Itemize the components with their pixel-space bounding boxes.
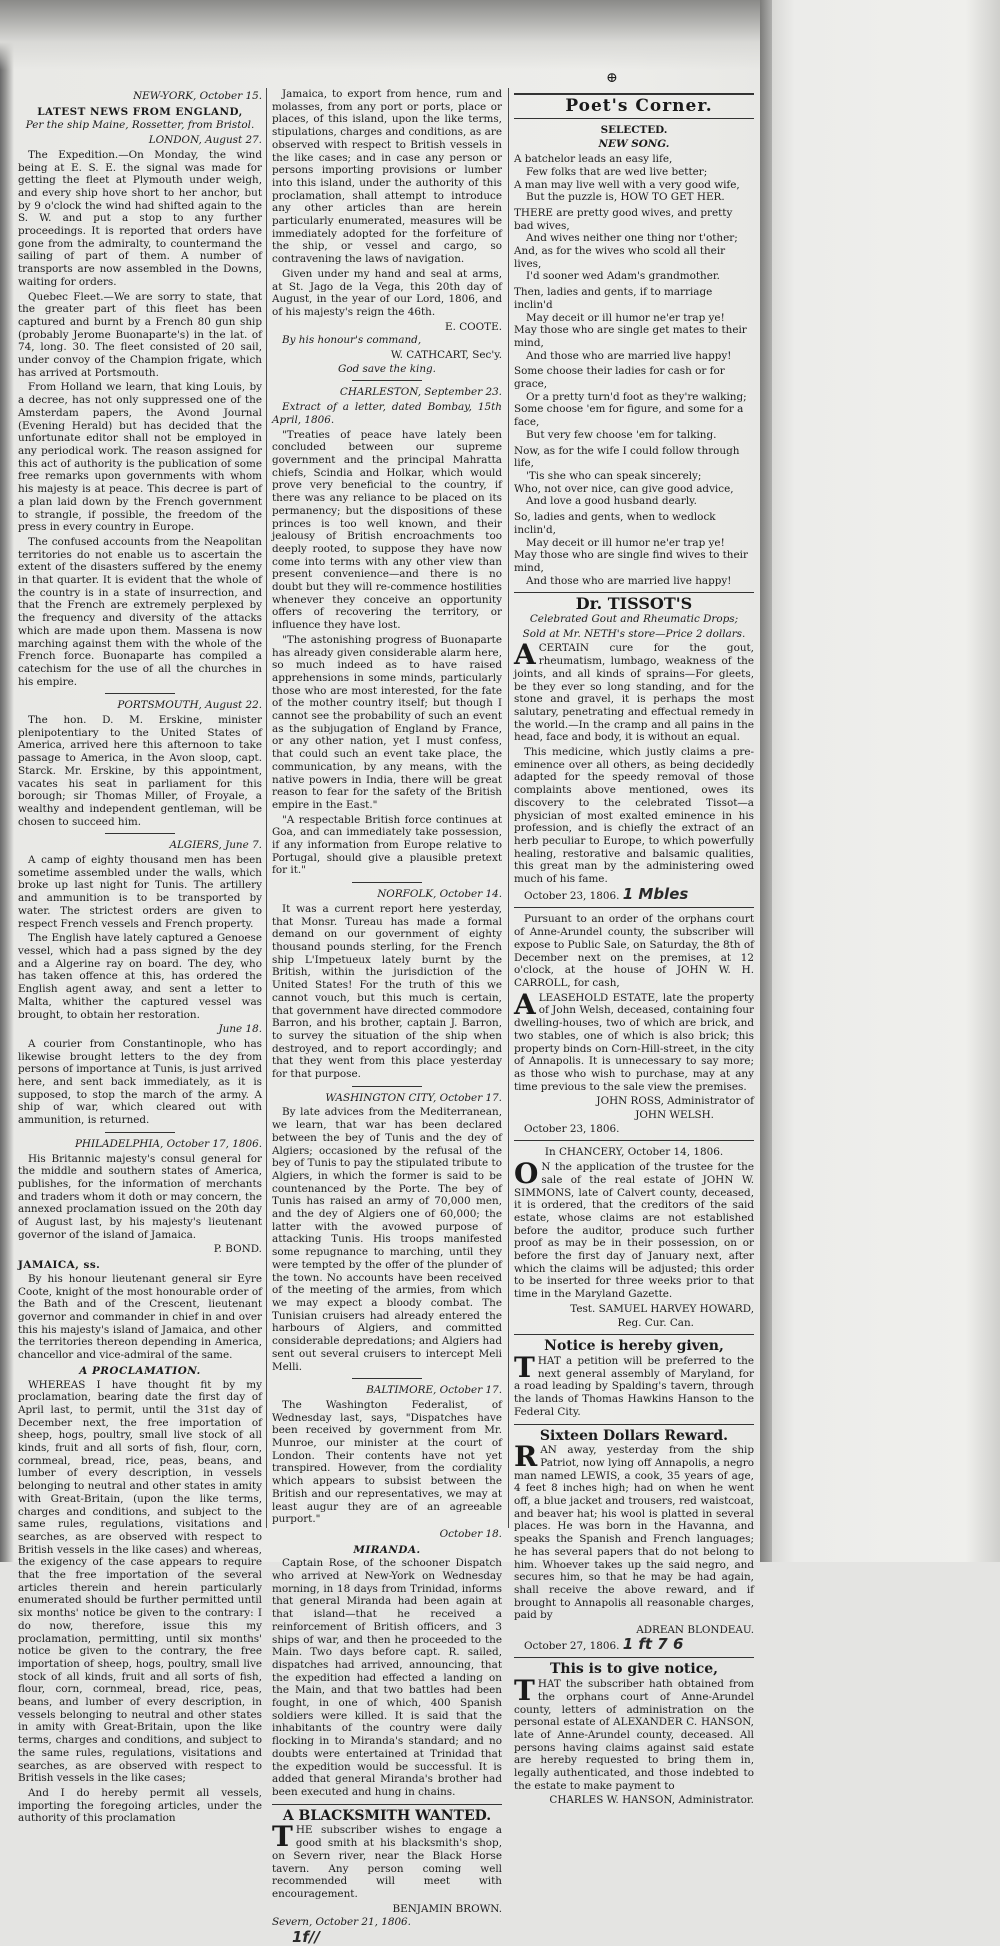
section-label: SELECTED.	[600, 123, 668, 136]
dateline: ALGIERS, June 7.	[169, 839, 262, 852]
handwritten-mark: 1f//	[292, 1928, 320, 1946]
paragraph: This medicine, which justly claims a pre-eminence over all others, as being decidedly adapted for the speedy removal of those complaints above mentioned, owes its discovery to the celebrated Tissot—a physician of most exalted eminence in his profession, and is chiefly the extract of an herb peculiar to Europe, to which powerfully healing, restorative and balsamic qualities, this great man by the administering owed much of his fame.	[514, 746, 754, 886]
divider	[514, 93, 754, 95]
poem-line: A man may live well with a very good wife,	[514, 178, 740, 191]
dateline: October 18.	[439, 1527, 502, 1540]
tissot-body	[514, 638, 754, 744]
paragraph: A courier from Constantinople, who has likewise brought letters to the dey from persons of importance at Tunis, is just arrived here, and sent back immediately, as it is supposed, to stop the march of the army. A ship of war, which cleared out with ammunition, is returned.	[18, 1037, 262, 1127]
poem-title: NEW SONG.	[598, 138, 670, 151]
paragraph: Jamaica, to export from hence, rum and molasses, from any port or ports, place or places, of this island, upon the like terms, stipulations, charges and conditions, as are observed with respect to British vessels in the like cases; and in case any person or persons importing provisions or lumber into this island, under the authority of this proclamation, shall attempt to introduce any other articles than are herein particularly enumerated, measures will be immediately adopted for the forfeiture of the ship, or vessel and cargo, so contravening the laws of navigation.	[272, 88, 502, 266]
poem-line: And those who are married live happy!	[526, 349, 732, 362]
paragraph: WHEREAS I have thought fit by my proclamation, bearing date the first day of April last, to permit, until the 31st day of December next, the free importation of sheep, hogs, poultry, small live stock of all kinds, fruit and all sorts of fish, flour, corn, cornmeal, bread, rice, peas, beans, and lumber of every description, in vessels belonging to neutral and other states in amity with Great-Britain, (upon the like terms, charges and conditions, and subject to the same rules, regulations, visitations and searches, as are observed with respect to British vessels in the like cases) and whereas, the exigency of the case appears to require that the free importation of the several articles therein and herein particularly enumerated should be further permitted until six months' notice be given to the contrary: I do now, therefore, issue this my proclamation, permitting, until six months' notice be given to the contrary, the free importation of sheep, hogs, poultry, small live stock of all kinds, fruit and all sorts of fish, flour, corn, cornmeal, bread, rice, peas, beans, and lumber of every description, in vessels belonging to neutral and other states in amity with Great-Britain, upon the like terms, charges and conditions, and subject to the same rules, regulations, visitations and searches, as are observed with respect to British vessels in the like cases;	[18, 1378, 262, 1785]
chancery-body	[514, 1157, 754, 1301]
dateline: LONDON, August 27.	[148, 134, 262, 147]
reward-body	[514, 1440, 754, 1622]
divider	[514, 1657, 754, 1658]
paragraph: By his honour lieutenant general sir Eyre Coote, knight of the most honourable order of the Bath and of the Crescent, lieutenant governor and commander in chief in and over this his majesty's island of Jamaica, and other the territories thereon depending in America, chancellor and vice-admiral of the same.	[18, 1272, 262, 1362]
tissot-price: Sold at Mr. NETH's store—Price 2 dollars.	[522, 627, 746, 640]
poets-corner-title: Poet's Corner.	[565, 96, 713, 116]
signature: Test. SAMUEL HARVEY HOWARD,	[570, 1302, 754, 1315]
give-notice-text: HAT the subscriber hath obtained from the orphans court of Anne-Arundel county, letters of administration on the personal estate of ALEXANDER C. HANSON, late of Anne-Arundel county, deceased. All persons having claims against said estate are hereby requested to bring them in, legally authenticated, and those indebted to the estate to make payment to	[514, 1678, 754, 1792]
tissot-text: CERTAIN cure for the gout, rheumatism, lumbago, weakness of the joints, and all kinds of sprains—For gleets, be they ever so long standing, and for the stone and gravel, it is perhaps the most salutary, penetrating and effectual remedy in the world.—In the cramp and all pains in the head, face and body, it is without an equal.	[514, 642, 754, 744]
divider	[514, 118, 754, 119]
paragraph: The hon. D. M. Erskine, minister plenipotentiary to the United States of America, arrived here this afternoon to take passage to America, in the Avon sloop, capt. Starck. Mr. Erskine, by this appointment, vacates his seat in parliament for this borough; sir Thomas Miller, of Froyale, a wealthy and independent gentleman, will be chosen to succeed him.	[18, 714, 262, 828]
reward-text: AN away, yesterday from the ship Patriot, now lying off Annapolis, a negro man named LEWIS, a cook, 35 years of age, 4 feet 8 inches high; had on when he went off, a blue jacket and trousers, red waistcoat, and beaver hat; his wool is platted in several places. He was born in the Havanna, and speaks the Spanish and French languages; he has several papers that do not belong to him. Whoever takes up the said negro, and secures him, so that he may be had again, shall receive the above reward, and if brought to Annapolis all reasonable charges, paid by	[514, 1444, 754, 1622]
poem-line: Or a pretty turn'd foot as they're walking;	[526, 390, 747, 403]
ad-text: HE subscriber wishes to engage a good smith at his blacksmith's shop, on Severn river, near the Black Horse tavern. Any person coming well recommended will meet with encouragement.	[272, 1824, 502, 1900]
dateline: June 18.	[218, 1023, 262, 1036]
blank-margin	[772, 0, 1000, 1562]
dateline: NORFOLK, October 14.	[377, 888, 502, 901]
drop-cap: A	[514, 638, 536, 672]
divider	[514, 1424, 754, 1425]
paragraph: Quebec Fleet.—We are sorry to state, that the greater part of this fleet has been captured and burnt by a French 80 gun ship (probably Jerome Buonaparte's) in the lat. of 74, long. 30. The fleet consisted of 20 sail, under convoy of the Champion frigate, which has arrived at Portsmouth.	[18, 290, 262, 379]
poem-line: And, as for the wives who scold all their lives,	[514, 245, 726, 270]
column-3	[514, 88, 754, 1808]
notice-body	[514, 1350, 754, 1419]
divider	[105, 693, 175, 694]
paragraph: Given under my hand and seal at arms, at St. Jago de la Vega, this 20th day of August, in the year of our Lord, 1806, and of his majesty's reign the 46th.	[272, 267, 502, 318]
paragraph: "Treaties of peace have lately been concluded between our supreme government and the principal Mahratta chiefs, Scindia and Holkar, which would prove very beneficial to the country, if there was any reliance to be placed on its permanency; but the dispositions of these princes is too well known, and their jealousy of British encroachments too deeply rooted, to suppose they have now come into terms with any other view than present convenience—and there is no doubt but they will re-commence hostilities whenever they conceive an opportunity offers of recovering the territory, or influence they have lost.	[272, 428, 502, 632]
paragraph: Captain Rose, of the schooner Dispatch who arrived at New-York on Wednesday morning, in 18 days from Trinidad, informs that general Miranda had been again at that island—that he received a reinforcement of British officers, and 3 ships of war, and then he proceeded to the Main. Two days before capt. R. sailed, dispatches had arrived, announcing, that the expedition had effected a landing on the Main, and that two battles had been fought, in one of which, 400 Spanish soldiers were killed. It is said that the inhabitants of the country were daily flocking in to Miranda's standard; and no doubts were entertained at Trinidad that the expedition would be successful. It is added that general Miranda's brother had been executed and hung in chains.	[272, 1557, 502, 1798]
poem-line: But the puzzle is, HOW TO GET HER.	[526, 191, 725, 204]
poem-line: And love a good husband dearly.	[526, 495, 697, 508]
column-1	[18, 88, 262, 1827]
page-marker: ⊕	[606, 70, 618, 86]
poem-line: May those who are single get mates to their mind,	[514, 324, 747, 349]
poem-line: May deceit or ill humor ne'er trap ye!	[526, 536, 725, 549]
dateline: WASHINGTON CITY, October 17.	[325, 1091, 502, 1104]
chancery-text: N the application of the trustee for the sale of the real estate of JOHN W. SIMMONS, late of Calvert county, deceased, it is ordered, that the creditors of the said estate, whose claims are not established before the auditor, produce such further proof as may be in their possession, on or before the first day of January next, after which the claims will be adjusted; this order to be inserted for three weeks prior to that time in the Maryland Gazette.	[514, 1161, 754, 1301]
paragraph: It was a current report here yesterday, that Monsr. Tureau has made a formal demand on our government of eighty thousand pounds sterling, for the French ship L'Impetueux lately burnt by the British, within the jurisdiction of the United States! For the truth of this we cannot vouch, but this much is certain, that government have directed commodore Barron, and his brother, captain J. Barron, to survey the situation of the ship when destroyed, and to report accordingly; and that they went from this place yesterday for that purpose.	[272, 902, 502, 1081]
paragraph: His Britannic majesty's consul general for the middle and southern states of America, publishes, for the information of merchants and traders whom it doth or may concern, the annexed proclamation issued on the 20th day of August last, by his majesty's lieutenant governor of the island of Jamaica.	[18, 1152, 262, 1241]
section-title: MIRANDA.	[353, 1543, 421, 1556]
poem-line: And wives neither one thing nor t'other;	[526, 232, 738, 245]
poem-line: And those who are married live happy!	[526, 574, 732, 587]
drop-cap: T	[514, 1674, 535, 1708]
proclamation-title: A PROCLAMATION.	[79, 1364, 201, 1377]
paragraph: By his honour's command,	[282, 334, 422, 347]
divider	[514, 592, 754, 593]
paragraph: "The astonishing progress of Buonaparte has already given considerable alarm here, so much indeed as to have raised apprehensions in some minds, particularly those who are most interested, for the fate of the mother country itself; but though I cannot see the probability of such an event as the subjugation of England by France, or any other nation, yet I must confess, that could such an event take place, the communication, by any means, with the native powers in India, there will be great reason to fear for the safety of the British empire in the East."	[272, 633, 502, 811]
jurisdiction: JAMAICA, ss.	[18, 1259, 101, 1272]
divider	[352, 1086, 422, 1087]
signature: E. COOTE.	[445, 320, 502, 333]
drop-cap: T	[272, 1820, 293, 1854]
divider	[514, 1140, 754, 1141]
notice-title: Notice is hereby given,	[544, 1338, 724, 1355]
notice-text: HAT a petition will be preferred to the next general assembly of Maryland, for a road leading by Spalding's tavern, through the lands of Thomas Hawkins Hanson to the Federal City.	[514, 1354, 754, 1418]
divider	[352, 882, 422, 883]
drop-cap: R	[514, 1440, 538, 1474]
paragraph: The Washington Federalist, of Wednesday last, says, "Dispatches have been received by government from Mr. Munroe, our minister at the court of London. Their contents have not yet transpired. However, from the cordiality which appears to subsist between the British and our representatives, we may at least augur they are of an agreeable purport."	[272, 1398, 502, 1526]
column-rule-1	[266, 88, 267, 1528]
signature: Reg. Cur. Can.	[617, 1316, 694, 1329]
tissot-title: Dr. TISSOT'S	[575, 594, 693, 614]
poem-line: 'Tis she who can speak sincerely;	[526, 469, 702, 482]
reward-date: October 27, 1806.	[524, 1639, 620, 1652]
paragraph: The English have lately captured a Genoese vessel, which had a pass signed by the dey and a Algerine ray on board. The dey, who has taken offence at this, has ordered the English agent away, and sent a letter to Malta, whither the captured vessel was brought, to obtain her restoration.	[18, 932, 262, 1021]
poem-line: Who, not over nice, can give good advice,	[514, 482, 734, 495]
closing: God save the king.	[338, 362, 436, 375]
subhead: Per the ship Maine, Rossetter, from Bristol.	[25, 119, 255, 132]
give-notice-body	[514, 1674, 754, 1792]
paragraph: "A respectable British force continues at Goa, and can immediately take possession, if any information from Europe relative to Portugal, should give a plausible pretext for it."	[272, 813, 502, 877]
poem-line: I'd sooner wed Adam's grandmother.	[526, 270, 720, 283]
column-rule-2	[508, 88, 509, 1528]
ad-signature: BENJAMIN BROWN.	[392, 1902, 502, 1915]
drop-cap: O	[514, 1157, 539, 1191]
dateline: BALTIMORE, October 17.	[366, 1384, 502, 1397]
signature: ADREAN BLONDEAU.	[636, 1624, 754, 1637]
leasehold-body	[514, 987, 754, 1094]
poem	[514, 153, 754, 587]
paragraph: And I do hereby permit all vessels, importing the foregoing articles, under the authority of this proclamation	[18, 1787, 262, 1825]
poem-line: So, ladies and gents, when to wedlock inclin'd,	[514, 511, 716, 536]
divider	[514, 907, 754, 908]
handwritten-mark: 1 ft 7 6	[622, 1634, 684, 1653]
ad-title: A BLACKSMITH WANTED.	[282, 1807, 492, 1824]
divider	[352, 1378, 422, 1379]
paragraph: Pursuant to an order of the orphans court of Anne-Arundel county, the subscriber will expose to Public Sale, on Saturday, the 8th of December next on the premises, at 12 o'clock, at the house of JOHN W. H. CARROLL, for cash,	[514, 913, 754, 989]
ad-body	[272, 1820, 502, 1900]
date-line	[514, 884, 754, 903]
poem-line: A batchelor leads an easy life,	[514, 153, 673, 166]
dateline: PHILADELPHIA, October 17, 1806.	[74, 1137, 262, 1150]
poem-line: Some choose 'em for figure, and some for a face,	[514, 403, 744, 429]
dateline: NEW-YORK, October 15.	[133, 90, 262, 102]
poem-line: Some choose their ladies for cash or for grace,	[514, 365, 725, 391]
drop-cap: T	[514, 1350, 535, 1384]
poem-line: Few folks that are wed live better;	[526, 165, 708, 178]
tissot-date: October 23, 1806.	[524, 889, 620, 902]
page-fold-shadow	[760, 0, 772, 1562]
paragraph: The Expedition.—On Monday, the wind being at E. S. E. the signal was made for getting the fleet at Plymouth under weigh, and every ship hove short to her anchor, but by 9 o'clock the wind had shifted again to the S. W. and put a stop to any further proceedings. It is reported that orders have gone from the admiralty, to countermand the sailing of part of them. A number of transports are now assembled in the Downs, waiting for orders.	[18, 148, 262, 288]
divider	[105, 1132, 175, 1133]
paragraph: From Holland we learn, that king Louis, by a decree, has not only suppressed one of the Amsterdam papers, the Avond Journal (Evening Herald) but has decided that the unfortunate editor shall not be employed in any periodical work. The reason assigned for this act of authority is the publication of some free remarks upon governments with whom his majesty is at peace. This decree is part of a plan laid down by the French government to strangle, if possible, the freedom of the press in every country in Europe.	[18, 381, 262, 534]
signature: P. BOND.	[213, 1243, 262, 1256]
divider	[272, 1804, 502, 1805]
extract-line: Extract of a letter, dated Bombay, 15th April, 1806.	[272, 401, 502, 426]
date-line: October 23, 1806.	[524, 1122, 620, 1135]
poem-line: May deceit or ill humor ne'er trap ye!	[526, 311, 725, 324]
signature: JOHN ROSS, Administrator of	[596, 1095, 754, 1108]
signature: W. CATHCART, Sec'y.	[390, 349, 502, 362]
divider	[105, 833, 175, 834]
chancery-heading: In CHANCERY, October 14, 1806.	[544, 1146, 724, 1159]
paragraph: By late advices from the Mediterranean, we learn, that war has been declared between the bey of Tunis and the dey of Algiers; occasioned by the refusal of the bey of Tunis to pay the stipulated tribute to Algiers, in which the former is said to be countenanced by the Porte. The bey of Tunis has raised an army of 70,000 men, and the dey of Algiers one of 60,000; the latter with the avowed purpose of attacking Tunis. His troops manifested some repugnance to marching, until they were tempted by the offer of the plunder of the town. No accounts have been received of the meeting of the armies, from which we may expect a bloody combat. The Tunisian cruisers had already entered the harbours of Algiers, and committed considerable depredations; and Algiers had sent out several cruisers to intercept Meli Melli.	[272, 1106, 502, 1373]
divider	[514, 1334, 754, 1335]
paragraph: The confused accounts from the Neapolitan territories do not enable us to ascertain the extent of the disasters suffered by the enemy in that quarter. It is evident that the whole of the country is in a state of insurrection, and that the French are extremely perplexed by the frequency and diversity of the attacks which are made upon them. Massena is now marching against them with the whole of the French force. Buonaparte has compiled a catechism for the use of all the churches in his empire.	[18, 535, 262, 688]
blacksmith-advertisement	[272, 1807, 502, 1946]
divider	[352, 380, 422, 381]
poem-line: Now, as for the wife I could follow through life,	[514, 444, 740, 470]
date-line	[514, 1634, 754, 1653]
leasehold-text: LEASEHOLD ESTATE, late the property of John Welsh, deceased, containing four dwelling-houses, two of which are brick, and two stables, one of which is also brick; this property binds on Corn-Hill-street, in the city of Annapolis. It is unnecessary to say more; as those who wish to purchase, may at any time previous to the sale view the premises.	[514, 991, 754, 1093]
ad-date: Severn, October 21, 1806.	[272, 1916, 411, 1929]
headline: LATEST NEWS FROM ENGLAND,	[37, 105, 243, 118]
signature: CHARLES W. HANSON, Administrator.	[549, 1794, 754, 1807]
dateline: PORTSMOUTH, August 22.	[117, 699, 262, 712]
give-notice-title: This is to give notice,	[549, 1661, 719, 1678]
drop-cap: A	[514, 987, 536, 1021]
reward-title: Sixteen Dollars Reward.	[539, 1427, 729, 1444]
poem-line: May those who are single find wives to their mind,	[514, 549, 748, 574]
tissot-subtitle: Celebrated Gout and Rheumatic Drops;	[529, 613, 739, 626]
poem-line: Then, ladies and gents, if to marriage inclin'd	[514, 286, 713, 311]
poem-line: THERE are pretty good wives, and pretty bad wives,	[514, 206, 733, 232]
column-2	[272, 88, 502, 1946]
handwritten-mark: 1 Mbles	[622, 884, 689, 903]
signature: JOHN WELSH.	[635, 1109, 714, 1122]
paragraph: A camp of eighty thousand men has been sometime assembled under the walls, which broke up last night for Tunis. The artillery and ammunition is to be transported by water. The strictest orders are given to respect French vessels and French property.	[18, 854, 262, 930]
poem-line: But very few choose 'em for talking.	[526, 428, 717, 441]
dateline: CHARLESTON, September 23.	[339, 386, 502, 399]
